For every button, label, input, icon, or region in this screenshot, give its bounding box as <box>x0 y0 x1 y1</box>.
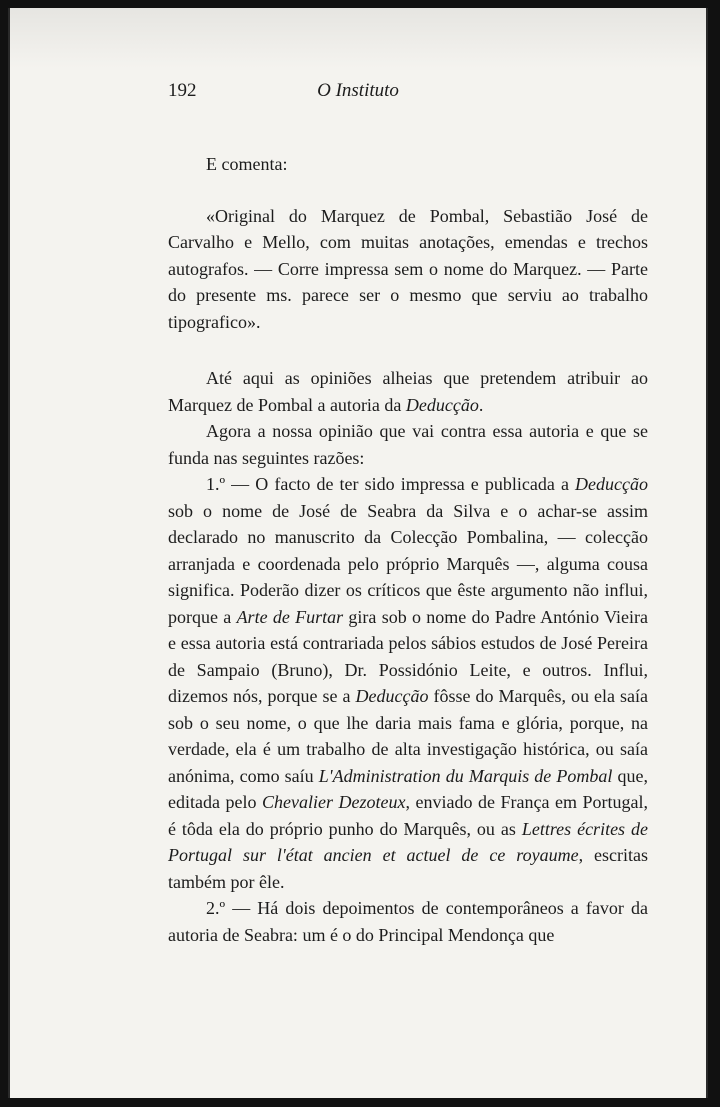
paragraph-our-opinion: Agora a nossa opinião que vai contra essa autoria e que se funda nas seguintes razões: <box>168 421 648 468</box>
running-head <box>168 80 548 106</box>
text-run: 1.º — O facto de ter sido impressa e publicada a <box>206 474 576 494</box>
text-run: , escritas também por êle. <box>168 845 648 892</box>
text-run: Até aqui as opiniões alheias que pretendem atribuir ao Marquez de Pombal a autoria da <box>168 368 648 415</box>
document-page <box>8 8 708 1098</box>
text-run: gira sob o nome do Padre António Vieira e essa autoria está contrariada pelos sábios estudos de José Pereira de Sampaio (Bruno), Dr. Possidónio Leite, e outros. Influi, dizemos nós, porque se a <box>168 606 648 706</box>
italic-name: Chevalier Dezoteux <box>262 792 406 812</box>
paragraph-reason-2: 2.º — Há dois depoimentos de contemporâneos a favor da autoria de Seabra: um é o do Principal Mendonça que <box>168 898 648 945</box>
paragraph-reason-1 <box>168 471 648 895</box>
italic-title: Arte de Furtar <box>236 606 344 627</box>
text-run: , enviado de França em Portugal, é tôda ela do próprio punho do Marquês, ou as <box>168 792 648 839</box>
italic-title: Deducção <box>575 474 648 494</box>
journal-title: O Instituto <box>317 80 399 101</box>
text-run: sob o nome de José de Seabra da Silva e o achar-se assim declarado no manuscrito da Colecção Pombalina, — colecção arranjada e coordenada pelo próprio Marquês —, alguma cousa significa. Poderão dizer os críticos que êste argumento não influi, porque a <box>168 500 648 627</box>
text-run: . <box>478 394 484 415</box>
scan-shading <box>10 8 706 68</box>
italic-title: L'Administration du Marquis de Pombal <box>318 765 613 786</box>
paragraph-comment-intro: E comenta: <box>206 154 288 174</box>
italic-title: Lettres écrites de Portugal sur l'état ancien et actuel de ce royaume <box>168 818 648 865</box>
italic-title: Deducção <box>405 394 479 415</box>
page-number: 192 <box>168 80 197 101</box>
paragraph-quote: «Original do Marquez de Pombal, Sebastião José de Carvalho e Mello, com muitas anotações, emendas e trechos autografos. — Corre impressa sem o nome do Marquez. — Parte do presente ms. parece ser o mesmo que serviu ao trabalho tipografico». <box>168 205 648 332</box>
text-run: que, editada pelo <box>168 765 648 812</box>
paragraph-opinions <box>168 365 648 418</box>
italic-title: Deducção <box>355 686 429 706</box>
text-run: fôsse do Marquês, ou ela saía sob o seu nome, o que lhe daria mais fama e glória, porque, na verdade, ela é um trabalho de alta investigação histórica, ou saía anónima, como saíu <box>168 686 648 786</box>
body-text <box>168 151 648 948</box>
